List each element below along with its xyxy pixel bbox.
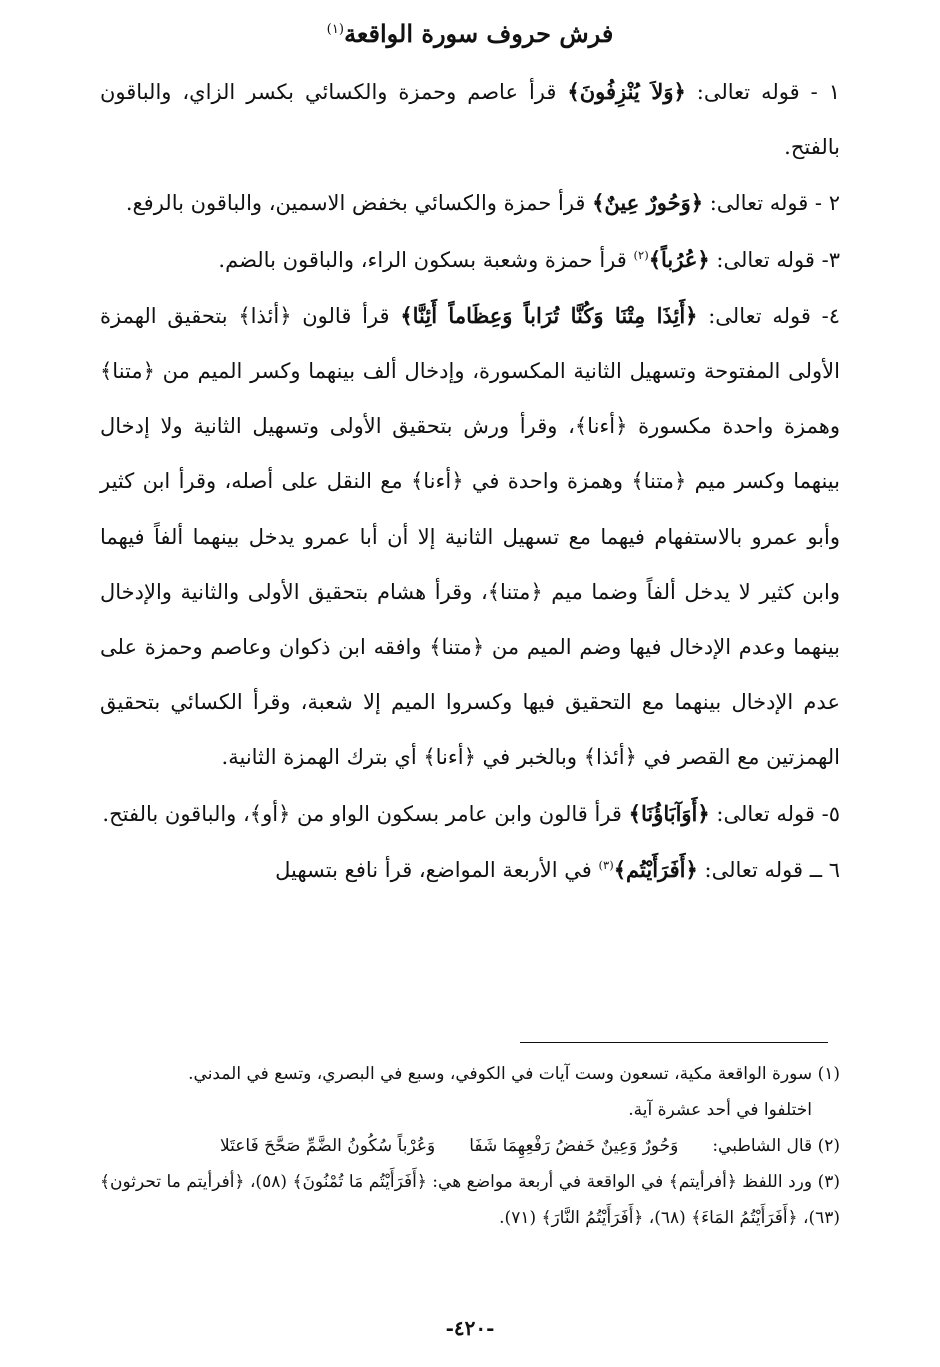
item-text: قرأ قالون وابن عامر بسكون الواو من ﴿أو﴾، والباقون بالفتح. (102, 801, 629, 826)
footnote-2 (100, 1128, 840, 1164)
item-5 (100, 786, 840, 842)
item-text: في الأربعة المواضع، قرأ نافع بتسهيل (275, 857, 599, 882)
item-4 (100, 288, 840, 786)
footnotes (100, 1056, 840, 1236)
item-text: قرأ عاصم وحمزة والكسائي بكسر الزاي، والباقون بالفتح. (100, 80, 840, 160)
item-6 (100, 842, 840, 898)
item-number: ٢ - قوله تعالى: (703, 191, 840, 216)
footnote-3: (٣) ورد اللفظ ﴿أفرأيتم﴾ في الواقعة في أربعة مواضع هي: ﴿أَفَرَأَيْتُم مَا تُمْنُونَ﴾ (٥٨)، ﴿أفرأيتم ما تحرثون﴾ (٦٣)، ﴿أَفَرَأَيْتُمُ المَاءَ﴾ (٦٨)، ﴿أَفَرَأَيْتُمُ النَّارَ﴾ (٧١). (100, 1172, 840, 1228)
item-1 (100, 64, 840, 175)
item-number: ٤- قوله تعالى: (697, 303, 840, 328)
footnote-2-label: (٢) قال الشاطبي: (712, 1136, 840, 1156)
item-number: ٣- قوله تعالى: (709, 247, 840, 272)
poem-verse-1: وَحُورٌ وَعِينٌ خَفضُ رَفْعِهِمَا شَفَا (469, 1136, 679, 1156)
quran-quote: ﴿أَئِذَا مِتْنَا وَكُنَّا تُرَاباً وَعِظَاماً أَئِنَّا﴾ (400, 302, 698, 328)
quran-quote: ﴿أَوَآبَاؤُنَا﴾ (628, 800, 710, 826)
item-number: ٦ ــ قوله تعالى: (697, 857, 840, 882)
page-title (0, 14, 940, 54)
quran-quote: ﴿وَحُورٌ عِينٌ﴾ (592, 190, 704, 216)
footnote-ref: (٢) (633, 247, 649, 262)
main-text (100, 64, 840, 898)
quran-quote: ﴿أَفَرَأَيْتُم﴾ (613, 856, 698, 882)
item-text: قرأ قالون ﴿أئذا﴾ بتحقيق الهمزة الأولى المفتوحة وتسهيل الثانية المكسورة، وإدخال ألف بينهما وكسر الميم من ﴿متنا﴾ وهمزة واحدة مكسورة ﴿أءنا﴾، وقرأ ورش بتحقيق الأولى وتسهيل الثانية ولا إدخال بينهما وكسر ميم ﴿متنا﴾ وهمزة واحدة في ﴿أءنا﴾ مع النقل على أصله، وقرأ ابن كثير وأبو عمرو بالاستفهام فيهما مع تسهيل الثانية إلا أن أبا عمرو يدخل بينهما ألفاً فيهما وابن كثير لا يدخل ألفاً وضما ميم ﴿متنا﴾، وقرأ هشام بتحقيق الأولى والثانية والإدخال بينهما وعدم الإدخال فيها وضم الميم من ﴿متنا﴾ وافقه ابن ذكوان وعاصم وحمزة على عدم الإدخال بينهما مع التحقيق فيها وكسروا الميم إلا شعبة، وقرأ الكسائي بتحقيق الهمزتين مع القصر في ﴿أئذا﴾ وبالخبر في ﴿أءنا﴾ أي بترك الهمزة الثانية. (100, 303, 840, 770)
item-text: قرأ حمزة والكسائي بخفض الاسمين، والباقون بالرفع. (125, 191, 593, 216)
quran-quote: ﴿عُرُباً﴾ (648, 246, 710, 272)
item-number: ٥- قوله تعالى: (709, 801, 840, 826)
footnote-ref: (٣) (598, 857, 614, 872)
footnote-1: (١) سورة الواقعة مكية، تسعون وست آيات في الكوفي، وسبع في البصري، وتسع في المدني. (188, 1064, 840, 1084)
item-2 (100, 175, 840, 231)
poem-verse-2: وَعُرْباً سُكُونُ الضَّمِّ صَحَّحَ فَاعتَلا (219, 1136, 436, 1156)
footnote-separator (520, 1042, 828, 1043)
page-number: -٤٢٠- (445, 1316, 495, 1340)
footnote-1-continuation: اختلفوا في أحد عشرة آية. (628, 1100, 812, 1120)
item-3 (100, 232, 840, 288)
title-text: فرش حروف سورة الواقعة (344, 19, 614, 48)
item-number: ١ - قوله تعالى: (685, 80, 840, 104)
quran-quote: ﴿وَلاَ يُنْزِفُونَ﴾ (567, 79, 686, 104)
item-text: قرأ حمزة وشعبة بسكون الراء، والباقون بالضم. (218, 247, 634, 272)
title-footnote-ref: (١) (326, 22, 345, 37)
